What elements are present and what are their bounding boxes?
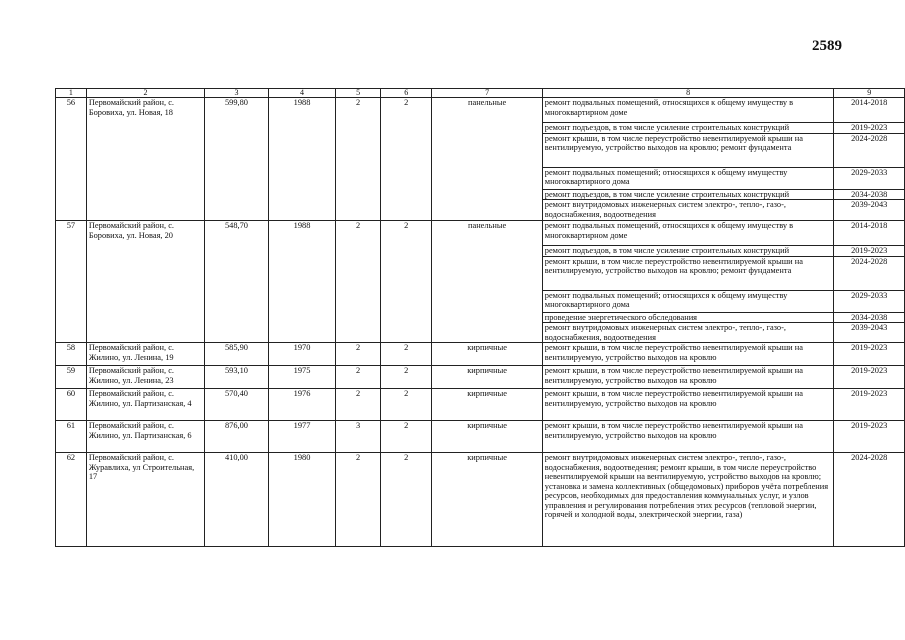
column-number-row (56, 89, 905, 98)
year-cell: 1980 (268, 453, 336, 547)
work-description-cell: ремонт подвальных помещений, относящихся к общему имуществу в многоквартирном доме (542, 221, 834, 246)
work-period-cell: 2019-2023 (834, 421, 905, 453)
floors-cell: 2 (336, 98, 381, 221)
floors-cell: 2 (336, 453, 381, 547)
area-cell: 593,10 (205, 366, 269, 389)
wall-material-cell: кирпичные (432, 453, 542, 547)
work-description-cell: ремонт внутридомовых инженерных систем электро-, тепло-, газо-, водоснабжения, водоотведения; ремонт крыши, в том числе переустройство невентилируемой крыши на вентилируемую, устройство выходов на кровлю; установка и замена коллективных (общедомовых) приборов учёта потребления ресурсов, необходимых для предоставления коммунальных услуг, и узлов управления и регулирования потребления этих ресурсов (тепловой энергии, горячей и холодной воды, электрической энергии, газа) (542, 453, 834, 547)
work-period-cell: 2014-2018 (834, 98, 905, 123)
column-header: 6 (380, 89, 432, 98)
row-number: 62 (56, 453, 87, 547)
year-cell: 1977 (268, 421, 336, 453)
year-cell: 1975 (268, 366, 336, 389)
work-period-cell: 2024-2028 (834, 256, 905, 290)
table-row (56, 389, 905, 421)
work-description-cell: ремонт крыши, в том числе переустройство невентилируемой крыши на вентилируемую, устройство выходов на кровлю; ремонт фундамента (542, 133, 834, 167)
work-period-cell: 2039-2043 (834, 323, 905, 343)
work-description-cell: проведение энергетического обследования (542, 312, 834, 323)
column-header: 5 (336, 89, 381, 98)
work-description-cell: ремонт крыши, в том числе переустройство невентилируемой крыши на вентилируемую, устройство выходов на кровлю (542, 421, 834, 453)
work-description-cell: ремонт внутридомовых инженерных систем электро-, тепло-, газо-, водоснабжения, водоотведения (542, 323, 834, 343)
work-period-cell: 2019-2023 (834, 366, 905, 389)
year-cell: 1970 (268, 343, 336, 366)
entrances-cell: 2 (380, 389, 432, 421)
page-number: 2589 (812, 38, 842, 54)
wall-material-cell: кирпичные (432, 389, 542, 421)
work-period-cell: 2039-2043 (834, 200, 905, 221)
work-period-cell: 2034-2038 (834, 312, 905, 323)
address-cell: Первомайский район, с. Боровиха, ул. Новая, 18 (86, 98, 204, 221)
table-row (56, 421, 905, 453)
floors-cell: 2 (336, 389, 381, 421)
work-description-cell: ремонт подъездов, в том числе усиление строительных конструкций (542, 189, 834, 200)
wall-material-cell: кирпичные (432, 421, 542, 453)
work-description-cell: ремонт внутридомовых инженерных систем электро-, тепло-, газо-, водоснабжения, водоотведения (542, 200, 834, 221)
entrances-cell: 2 (380, 343, 432, 366)
area-cell: 876,00 (205, 421, 269, 453)
address-cell: Первомайский район, с. Боровиха, ул. Новая, 20 (86, 221, 204, 343)
column-header: 2 (86, 89, 204, 98)
entrances-cell: 2 (380, 98, 432, 221)
work-description-cell: ремонт крыши, в том числе переустройство невентилируемой крыши на вентилируемую, устройство выходов на кровлю (542, 366, 834, 389)
work-period-cell: 2024-2028 (834, 133, 905, 167)
work-description-cell: ремонт крыши, в том числе переустройство невентилируемой крыши на вентилируемую, устройство выходов на кровлю (542, 389, 834, 421)
table-row (56, 343, 905, 366)
address-cell: Первомайский район, с. Жилино, ул. Ленина, 23 (86, 366, 204, 389)
work-description-cell: ремонт подъездов, в том числе усиление строительных конструкций (542, 246, 834, 257)
wall-material-cell: панельные (432, 98, 542, 221)
work-period-cell: 2019-2023 (834, 123, 905, 134)
area-cell: 570,40 (205, 389, 269, 421)
work-description-cell: ремонт подъездов, в том числе усиление строительных конструкций (542, 123, 834, 134)
area-cell: 599,80 (205, 98, 269, 221)
work-period-cell: 2029-2033 (834, 290, 905, 312)
row-number: 58 (56, 343, 87, 366)
area-cell: 410,00 (205, 453, 269, 547)
floors-cell: 2 (336, 366, 381, 389)
address-cell: Первомайский район, с. Журавлиха, ул Строительная, 17 (86, 453, 204, 547)
row-number: 56 (56, 98, 87, 221)
year-cell: 1988 (268, 221, 336, 343)
row-number: 59 (56, 366, 87, 389)
column-header: 1 (56, 89, 87, 98)
table-row (56, 98, 905, 123)
work-period-cell: 2019-2023 (834, 343, 905, 366)
table-row (56, 366, 905, 389)
area-cell: 585,90 (205, 343, 269, 366)
work-period-cell: 2019-2023 (834, 246, 905, 257)
wall-material-cell: панельные (432, 221, 542, 343)
year-cell: 1988 (268, 98, 336, 221)
repair-schedule-table (55, 88, 905, 547)
work-period-cell: 2014-2018 (834, 221, 905, 246)
column-header: 7 (432, 89, 542, 98)
row-number: 61 (56, 421, 87, 453)
wall-material-cell: кирпичные (432, 343, 542, 366)
address-cell: Первомайский район, с. Жилино, ул. Партизанская, 4 (86, 389, 204, 421)
row-number: 60 (56, 389, 87, 421)
floors-cell: 2 (336, 221, 381, 343)
year-cell: 1976 (268, 389, 336, 421)
area-cell: 548,70 (205, 221, 269, 343)
entrances-cell: 2 (380, 366, 432, 389)
table-body (56, 89, 905, 547)
entrances-cell: 2 (380, 221, 432, 343)
address-cell: Первомайский район, с. Жилино, ул. Ленина, 19 (86, 343, 204, 366)
work-period-cell: 2034-2038 (834, 189, 905, 200)
column-header: 9 (834, 89, 905, 98)
work-description-cell: ремонт подвальных помещений, относящихся к общему имуществу в многоквартирном доме (542, 98, 834, 123)
work-period-cell: 2019-2023 (834, 389, 905, 421)
work-period-cell: 2024-2028 (834, 453, 905, 547)
entrances-cell: 2 (380, 421, 432, 453)
wall-material-cell: кирпичные (432, 366, 542, 389)
table-row (56, 453, 905, 547)
address-cell: Первомайский район, с. Жилино, ул. Партизанская, 6 (86, 421, 204, 453)
entrances-cell: 2 (380, 453, 432, 547)
floors-cell: 3 (336, 421, 381, 453)
work-description-cell: ремонт подвальных помещений; относящихся к общему имуществу многоквартирного дома (542, 290, 834, 312)
work-description-cell: ремонт крыши, в том числе переустройство невентилируемой крыши на вентилируемую, устройство выходов на кровлю (542, 343, 834, 366)
work-description-cell: ремонт подвальных помещений; относящихся к общему имуществу многоквартирного дома (542, 167, 834, 189)
column-header: 8 (542, 89, 834, 98)
column-header: 4 (268, 89, 336, 98)
floors-cell: 2 (336, 343, 381, 366)
work-period-cell: 2029-2033 (834, 167, 905, 189)
column-header: 3 (205, 89, 269, 98)
table-row (56, 221, 905, 246)
row-number: 57 (56, 221, 87, 343)
work-description-cell: ремонт крыши, в том числе переустройство невентилируемой крыши на вентилируемую, устройство выходов на кровлю; ремонт фундамента (542, 256, 834, 290)
